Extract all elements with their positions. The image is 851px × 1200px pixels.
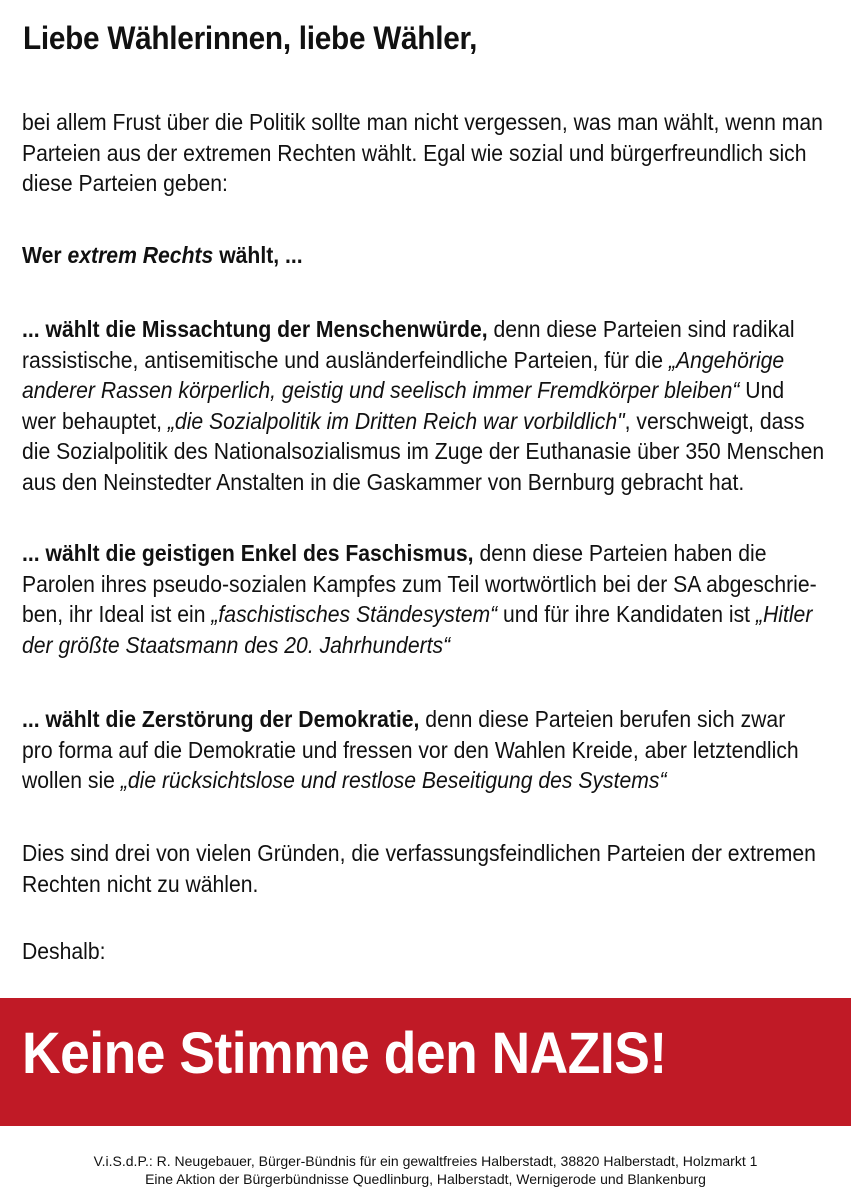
therefore-line: Deshalb: xyxy=(22,938,106,964)
section-text: die Sozialpolitik des Nationalsozialismus im Zuge der Euthanasie über 350 Menschen xyxy=(22,438,825,464)
closing-line: Rechten nicht zu wählen. xyxy=(22,870,259,897)
quote-text: der größte Staatsmann des 20. Jahrhunderts“ xyxy=(22,631,451,658)
section-faschismus xyxy=(22,538,832,660)
quote-text: „die Sozialpolitik im Dritten Reich war vorbildlich" xyxy=(167,407,625,434)
section-title: ... wählt die Zerstörung der Demokratie, xyxy=(22,706,420,732)
section-text: wer behauptet, xyxy=(22,407,168,434)
intro-line: diese Parteien geben: xyxy=(22,170,228,196)
campaign-line: Eine Aktion der Bürgerbündnisse Quedlinburg, Halberstadt, Wernigerode und Blankenburg xyxy=(145,1171,706,1187)
intro-line: bei allem Frust über die Politik sollte man nicht vergessen, was man wählt, wenn man xyxy=(22,109,823,135)
imprint-footer xyxy=(0,1152,851,1188)
section-text: wollen sie xyxy=(22,767,121,793)
section-text: ben, ihr Ideal ist ein xyxy=(22,601,212,627)
section-text: und für ihre Kandidaten ist xyxy=(497,601,756,627)
lead-text: Wer xyxy=(22,242,68,268)
section-demokratie xyxy=(22,704,832,796)
section-text: rassistische, antisemitische und ausländerfeindliche Parteien, für die xyxy=(22,346,669,373)
quote-text: „Hitler xyxy=(755,601,813,627)
imprint-line: V.i.S.d.P.: R. Neugebauer, Bürger-Bündnis für ein gewaltfreies Halberstadt, 38820 Halberstadt, Holzmarkt 1 xyxy=(93,1153,758,1169)
quote-text: „die rücksichtslose und restlose Beseitigung des Systems“ xyxy=(120,767,667,793)
section-text: Parolen ihres pseudo-sozialen Kampfes zum Teil wortwörtlich bei der SA abgeschrie- xyxy=(22,570,817,597)
section-title: ... wählt die geistigen Enkel des Faschismus, xyxy=(22,540,474,566)
quote-text: „Angehörige xyxy=(668,346,785,373)
section-text: pro forma auf die Demokratie und fressen vor den Wahlen Kreide, aber letztendlich xyxy=(22,736,799,763)
section-text: denn diese Parteien haben die xyxy=(473,540,767,566)
section-text: aus den Neinstedter Anstalten in die Gaskammer von Bernburg gebracht hat. xyxy=(22,468,745,495)
intro-line: Parteien aus der extremen Rechten wählt. Egal wie sozial und bürgerfreundlich sich xyxy=(22,139,807,166)
section-title: ... wählt die Missachtung der Menschenwürde, xyxy=(22,316,488,342)
lead-statement xyxy=(22,240,832,271)
intro-paragraph xyxy=(22,107,832,199)
section-text: Und xyxy=(739,377,785,403)
slogan-banner xyxy=(0,998,851,1126)
section-text: , verschweigt, dass xyxy=(624,407,805,434)
lead-emphasis: extrem Rechts xyxy=(67,242,214,268)
slogan-text: Keine Stimme den NAZIS! xyxy=(22,1021,667,1086)
section-menschenwuerde xyxy=(22,314,832,497)
closing-paragraph xyxy=(22,838,832,899)
section-text: denn diese Parteien berufen sich zwar xyxy=(419,706,786,732)
lead-text: wählt, ... xyxy=(213,242,303,268)
therefore-text xyxy=(22,936,832,967)
quote-text: „faschistisches Ständesystem“ xyxy=(211,601,498,627)
salutation-heading: Liebe Wählerinnen, liebe Wähler, xyxy=(23,20,478,56)
closing-line: Dies sind drei von vielen Gründen, die verfassungsfeindlichen Parteien der extremen xyxy=(22,840,816,866)
quote-text: anderer Rassen körperlich, geistig und seelisch immer Fremdkörper bleiben“ xyxy=(22,377,740,403)
section-text: denn diese Parteien sind radikal xyxy=(487,316,795,342)
